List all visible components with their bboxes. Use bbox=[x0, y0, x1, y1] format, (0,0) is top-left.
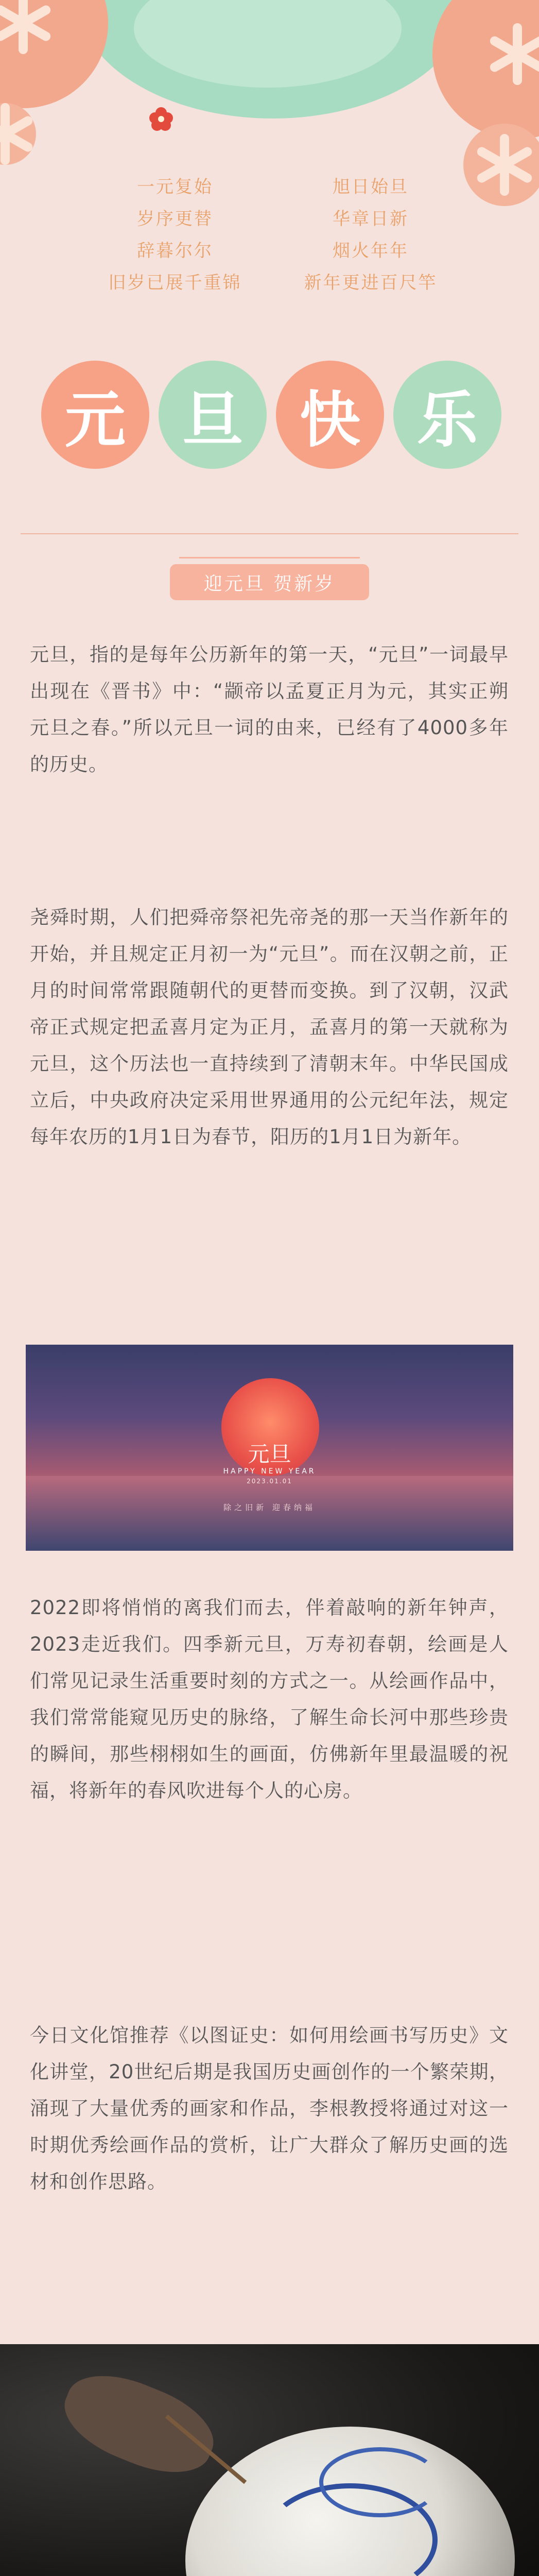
poem-line: 旭日始旦 bbox=[333, 177, 409, 197]
hand-image bbox=[53, 2359, 225, 2488]
paragraph-history: 尧舜时期，人们把舜帝祭祀先帝尧的那一天当作新年的开始，并且规定正月初一为“元旦”。而在汉朝之前，正月的时间常常跟随朝代的更替而变换。到了汉朝，汉武帝正式规定把孟喜月定为正月，孟喜月的第一天就称为元旦，这个历法也一直持续到了清朝末年。中华民国成立后，中央政府决定采用世界通用的公元纪年法，规定每年农历的1月1日为春节，阳历的1月1日为新年。 bbox=[30, 906, 509, 1148]
flower-icon-small-right bbox=[463, 124, 539, 206]
flower-icon-small-left bbox=[0, 103, 36, 165]
paragraph-origin: 元旦，指的是每年公历新年的第一天，“元旦”一词最早出现在《晋书》中：“颛帝以孟夏正月为元，其实正朔元旦之春。”所以元旦一词的由来，已经有了4000多年的历史。 bbox=[30, 643, 509, 775]
poem-row bbox=[88, 205, 458, 236]
title-char: 旦 bbox=[159, 361, 267, 469]
poem-row bbox=[88, 173, 458, 205]
page-title bbox=[31, 350, 508, 469]
poem-row bbox=[88, 236, 458, 268]
poem-line: 岁序更替 bbox=[137, 209, 213, 229]
header-decoration bbox=[0, 0, 539, 330]
poem-line: 旧岁已展千重锦 bbox=[108, 273, 242, 293]
poem-line: 辞暮尔尔 bbox=[137, 241, 213, 261]
porcelain-painting-photo bbox=[0, 2344, 539, 2576]
title-char: 元 bbox=[41, 361, 149, 469]
opening-poem bbox=[88, 173, 458, 300]
banner-title: 元旦 bbox=[248, 1442, 291, 1467]
new-year-banner-image bbox=[26, 1345, 513, 1551]
sea-reflection bbox=[26, 1476, 513, 1551]
banner-date: 2023.01.01 bbox=[247, 1478, 292, 1485]
divider bbox=[21, 533, 518, 534]
poem-line: 一元复始 bbox=[137, 177, 213, 197]
title-char: 快 bbox=[276, 361, 384, 469]
banner-motto: 除之旧新 迎春纳福 bbox=[223, 1503, 316, 1512]
poem-row bbox=[88, 268, 458, 300]
poem-line: 新年更进百尺竿 bbox=[304, 273, 438, 293]
vase-image bbox=[185, 2427, 515, 2576]
poem-line: 华章日新 bbox=[333, 209, 409, 229]
greeting-ribbon: 迎元旦 贺新岁 bbox=[170, 564, 369, 600]
paragraph-painting: 2022即将悄悄的离我们而去，伴着敲响的新年钟声，2023走近我们。四季新元旦，万寿初春朝，绘画是人们常见记录生活重要时刻的方式之一。从绘画作品中，我们常常能窥见历史的脉络，了解生命长河中那些珍贵的瞬间，那些栩栩如生的画面，仿佛新年里最温暖的祝福，将新年的春风吹进每个人的心房。 bbox=[30, 1597, 509, 1802]
title-char: 乐 bbox=[393, 361, 501, 469]
banner-subtitle: HAPPY NEW YEAR bbox=[223, 1467, 316, 1476]
flower-icon-left bbox=[0, 0, 108, 108]
plum-blossom-icon bbox=[149, 107, 173, 131]
poem-line: 烟火年年 bbox=[333, 241, 409, 261]
paragraph-lecture: 今日文化馆推荐《以图证史：如何用绘画书写历史》文化讲堂，20世纪后期是我国历史画创作的一个繁荣期，涌现了大量优秀的画家和作品，李根教授将通过对这一时期优秀绘画作品的赏析，让广大群众了解历史画的选材和创作思路。 bbox=[30, 2024, 509, 2193]
flower-icon-right bbox=[432, 0, 539, 139]
